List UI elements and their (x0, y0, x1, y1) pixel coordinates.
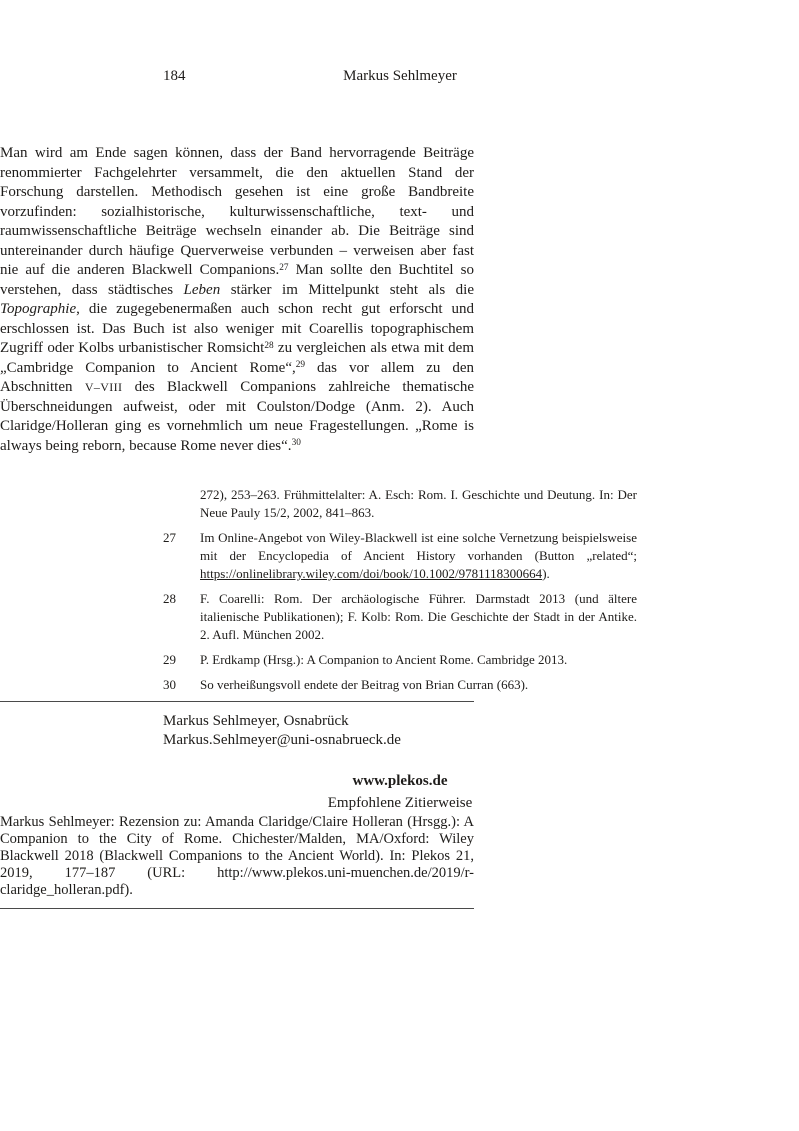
footnote-number: 29 (163, 652, 176, 667)
footnotes-block (163, 486, 637, 694)
page-number: 184 (163, 68, 186, 84)
footnote-text: So verheißungsvoll endete der Beitrag von Brian Curran (663). (200, 677, 529, 692)
text-run: das vor allem zu den Abschnitten (0, 359, 474, 395)
footnote-ref-27: 27 (279, 262, 289, 273)
separator-rule-top (0, 701, 474, 702)
footnote-ref-29: 29 (295, 360, 306, 371)
footnote-ref-30: 30 (291, 438, 301, 449)
wiley-doi-link[interactable]: https://onlinelibrary.wiley.com/doi/book/10.1002/9781118300664 (200, 566, 543, 581)
journal-site-url: www.plekos.de (352, 773, 448, 789)
review-paragraph (0, 144, 474, 456)
footnote-ref-28: 28 (264, 340, 274, 351)
text-run: Im Online-Angebot von Wiley-Blackwell ist eine solche Vernetzung beispielsweise mit der Encyclopedia of Ancient History vorhanden (Button „related“; (200, 530, 637, 563)
text-run: des Blackwell Companions zahlreiche thematische Überschneidungen aufweist, oder mit Coulston/Dodge (Anm. 2). Auch Claridge/Holleran ging es vornehmlich um neue Fragestellungen. „Rome is always being reborn, because Rome never dies“. (0, 379, 474, 454)
recommended-citation: Markus Sehlmeyer: Rezension zu: Amanda Claridge/Claire Holleran (Hrsgg.): A Companion to the City of Rome. Chichester/Malden, MA/Oxford: Wiley Blackwell 2018 (Blackwell Companions to the Ancient World). In: Plekos 21, 2019, 177–187 (URL: http://www.plekos.uni-muenchen.de/2019/r-claridge_holleran.pdf). (0, 814, 474, 898)
footnote-29 (163, 651, 637, 669)
running-head-author: Markus Sehlmeyer (343, 68, 457, 84)
footnote-continuation (163, 486, 637, 522)
footnote-number: 30 (163, 677, 176, 692)
author-line: Markus Sehlmeyer, Osnabrück (163, 713, 349, 729)
italic-term-leben: Leben (183, 281, 221, 298)
author-email: Markus.Sehlmeyer@uni-osnabrueck.de (163, 732, 401, 748)
footnote-text (200, 529, 637, 583)
footnote-number: 28 (163, 591, 176, 606)
smallcaps-section-range: V–VIII (84, 380, 123, 394)
footnote-text: F. Coarelli: Rom. Der archäologische Führer. Darmstadt 2013 (und ältere italienische Publikationen); F. Kolb: Rom. Die Geschichte der Stadt in der Antike. 2. Aufl. München 2002. (200, 591, 637, 642)
text-run: Man wird am Ende sagen können, dass der Band hervorragende Beiträge renommierter Fachgelehrter versammelt, die den aktuellen Stand der Forschung darstellen. Methodisch gesehen ist eine große Bandbreite vorzufinden: sozialhistorische, kulturwissenschaftliche, text- und raumwissenschaftliche Beiträge wechseln einander ab. Die Beiträge sind untereinander durch häufige Querverweise verbunden – verweisen aber fast nie auf die anderen Blackwell Companions. (0, 145, 474, 278)
text-run: Man sollte den Buchtitel so verstehen, dass städtisches (0, 262, 475, 298)
italic-term-topographie: Topographie (0, 301, 77, 317)
footnote-text: P. Erdkamp (Hrsg.): A Companion to Ancient Rome. Cambridge 2013. (200, 652, 568, 667)
footnote-30 (163, 676, 637, 694)
footnote-text: 272), 253–263. Frühmittelalter: A. Esch: Rom. I. Geschichte und Deutung. In: Der Neue Pauly 15/2, 2002, 841–863. (200, 487, 637, 520)
text-run: , die zugegebenermaßen auch schon recht gut erforscht und erschlossen ist. Das Buch ist also weniger mit Coarellis topographischem Zugriff oder Kolbs urbanistischer Romsicht (0, 301, 474, 356)
separator-rule-bottom (0, 908, 474, 909)
footnote-28 (163, 590, 637, 644)
text-run: ). (542, 566, 550, 581)
text-run: zu vergleichen als etwa mit dem „Cambridge Companion to Ancient Rome“, (0, 340, 474, 376)
text-run: stärker im Mittelpunkt steht als die (220, 281, 475, 298)
footnote-number: 27 (163, 530, 176, 545)
author-signature (163, 712, 637, 750)
footnote-number-empty (163, 486, 200, 522)
footnote-27 (163, 529, 637, 583)
page-header (163, 0, 637, 86)
citation-heading: Empfohlene Zitierweise (327, 795, 473, 811)
